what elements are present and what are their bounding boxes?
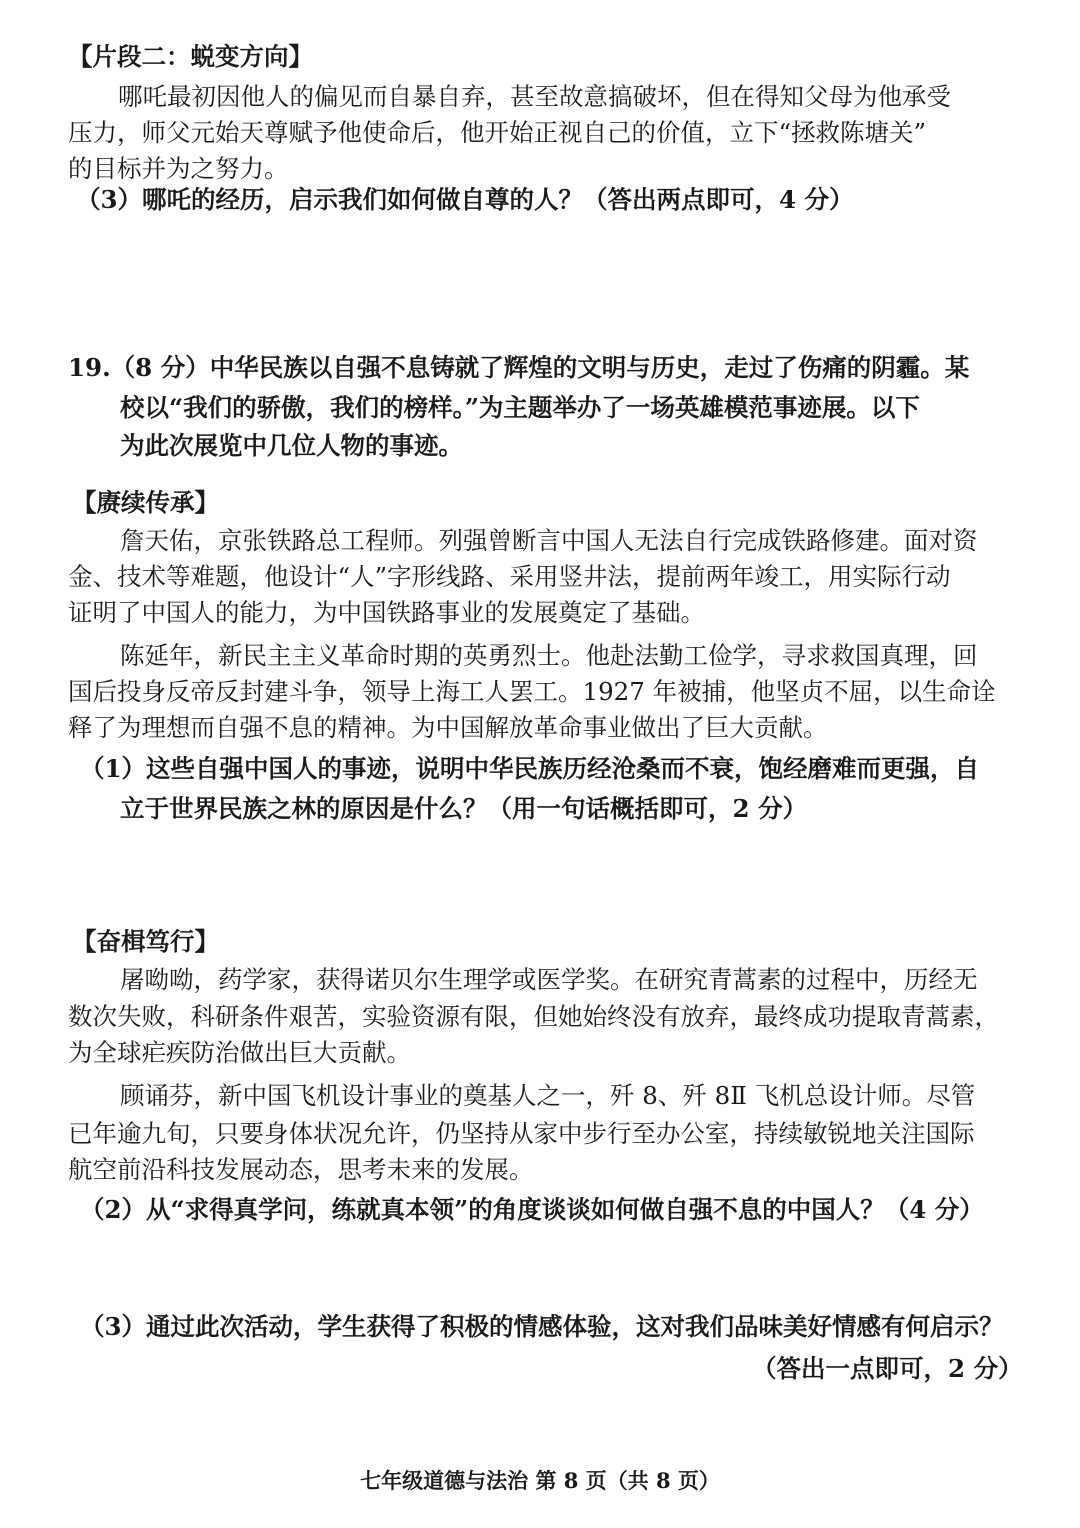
section-paragraph-line: 已年逾九旬，只要身体状况允许，仍坚持从家中步行至办公室，持续敏锐地关注国际 (68, 1119, 975, 1148)
question-19-line: 19.（8 分）中华民族以自强不息铸就了辉煌的文明与历史，走过了伤痛的阴霾。某 (68, 353, 970, 382)
question-1: 立于世界民族之林的原因是什么？（用一句话概括即可，2 分） (120, 794, 808, 823)
segment-paragraph-line: 压力，师父元始天尊赋予他使命后，他开始正视自己的价值，立下“拯救陈塘关” (68, 118, 927, 147)
page-footer: 七年级道德与法治 第 8 页（共 8 页） (360, 1468, 720, 1493)
segment-paragraph-line: 的目标并为之努力。 (68, 154, 289, 183)
section-paragraph-line: 证明了中国人的能力，为中国铁路事业的发展奠定了基础。 (68, 598, 705, 627)
section-paragraph-line: 屠呦呦，药学家，获得诺贝尔生理学或医学奖。在研究青蒿素的过程中，历经无 (120, 965, 978, 994)
section-paragraph-line: 詹天佑，京张铁路总工程师。列强曾断言中国人无法自行完成铁路修建。面对资 (120, 526, 978, 555)
question-1: （1）这些自强中国人的事迹，说明中华民族历经沧桑而不衰，饱经磨难而更强，自 (80, 754, 980, 783)
question-19-line: 为此次展览中几位人物的事迹。 (120, 431, 463, 460)
section-paragraph-line: 释了为理想而自强不息的精神。为中国解放革命事业做出了巨大贡献。 (68, 713, 828, 742)
section-paragraph-line: 航空前沿科技发展动态，思考未来的发展。 (68, 1155, 534, 1184)
section-paragraph-line: 国后投身反帝反封建斗争，领导上海工人罢工。1927 年被捕，他坚贞不屈，以生命诠 (68, 677, 996, 706)
question-3-segment: （3）哪吒的经历，启示我们如何做自尊的人？（答出两点即可，4 分） (76, 185, 854, 214)
section-title-forging-ahead: 【奋楫笃行】 (72, 927, 219, 956)
section-paragraph-line: 顾诵芬，新中国飞机设计事业的奠基人之一，歼 8、歼 8Ⅱ 飞机总设计师。尽管 (120, 1081, 976, 1110)
segment-title: 【片段二：蜕变方向】 (68, 42, 313, 71)
section-paragraph-line: 数次失败，科研条件艰苦，实验资源有限，但她始终没有放弃，最终成功提取青蒿素， (68, 1002, 999, 1031)
question-19-line: 校以“我们的骄傲，我们的榜样。”为主题举办了一场英雄模范事迹展。以下 (120, 393, 920, 422)
question-3: （3）通过此次活动，学生获得了积极的情感体验，这对我们品味美好情感有何启示？ (80, 1312, 1004, 1341)
section-paragraph-line: 陈延年，新民主主义革命时期的英勇烈士。他赴法勤工俭学，寻求救国真理，回 (120, 641, 978, 670)
question-2: （2）从“求得真学问，练就真本领”的角度谈谈如何做自强不息的中国人？（4 分） (80, 1195, 984, 1224)
section-paragraph-line: 金、技术等难题，他设计“人”字形线路、采用竖井法，提前两年竣工，用实际行动 (68, 562, 951, 591)
section-title-inheritance: 【赓续传承】 (72, 488, 219, 517)
section-paragraph-line: 为全球疟疾防治做出巨大贡献。 (68, 1038, 411, 1067)
segment-paragraph-line: 哪吒最初因他人的偏见而自暴自弃，甚至故意搞破坏，但在得知父母为他承受 (118, 82, 951, 111)
question-3-note: （答出一点即可，2 分） (752, 1354, 1023, 1383)
